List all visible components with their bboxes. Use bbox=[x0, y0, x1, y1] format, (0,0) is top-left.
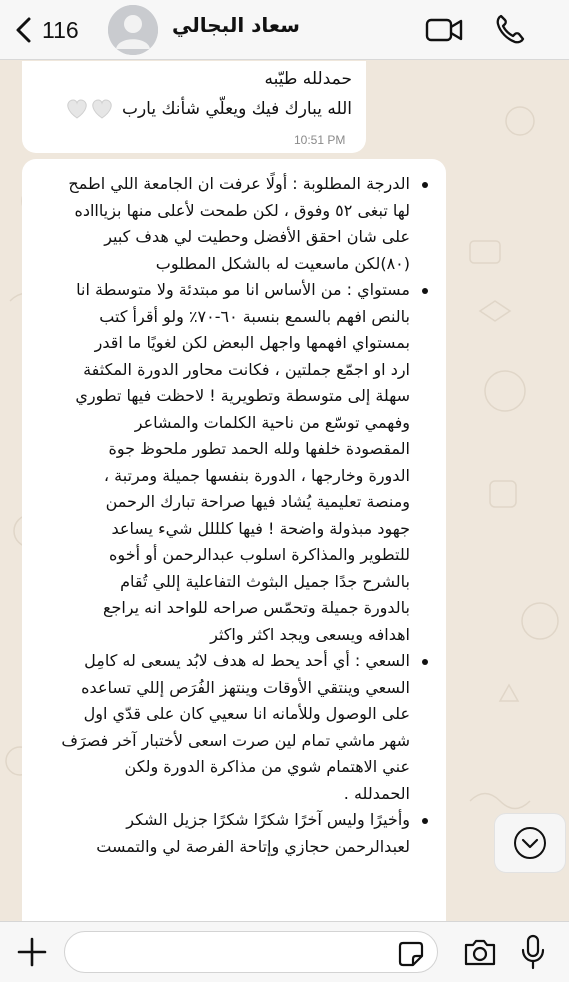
message-text-line: بالنص افهم بالسمع بنسبة ٦٠-٧٠٪ ولو أقرأ كتب bbox=[99, 306, 410, 326]
message-text-line: الدرجة المطلوبة : أولًا عرفت ان الجامعة اللي اطمح bbox=[68, 174, 410, 193]
message-input[interactable] bbox=[81, 932, 381, 972]
back-button[interactable] bbox=[12, 12, 79, 48]
default-avatar-icon bbox=[108, 5, 158, 55]
message-text-line bbox=[65, 95, 352, 123]
message-bubble-incoming-long[interactable] bbox=[22, 159, 446, 921]
video-camera-icon[interactable] bbox=[424, 14, 464, 46]
chevron-left-icon bbox=[12, 16, 34, 44]
unread-count: 116 bbox=[42, 16, 79, 43]
message-text-line: السعي : أي أحد يحط له هدف لابُد يسعى له كامِل bbox=[84, 651, 410, 670]
sticker-icon[interactable] bbox=[397, 940, 425, 968]
bullet-dot bbox=[422, 818, 428, 824]
list-item bbox=[32, 171, 432, 277]
bullet-dot bbox=[422, 288, 428, 294]
message-text-line: لها تبغى ٥٢ وفوق ، لكن طمحت لأعلى منها بزياااده bbox=[74, 200, 410, 220]
chat-header bbox=[0, 0, 569, 60]
message-text-line: للتطوير والمذاكرة اسلوب عبدالرحمن أو أخوه bbox=[109, 545, 410, 564]
scroll-to-bottom-button[interactable] bbox=[494, 813, 566, 873]
message-text-line: ومنصة تعليمية يُشاد فيها صراحة تبارك الرحمن bbox=[105, 492, 410, 511]
white-heart-icon bbox=[65, 98, 115, 120]
bullet-list bbox=[32, 171, 432, 860]
list-item bbox=[32, 277, 432, 648]
contact-name[interactable]: سعاد البجالي bbox=[172, 13, 300, 37]
message-text-line: ارد او اجمّع جملتين ، فكانت محاور الدورة المكثفة bbox=[83, 359, 410, 379]
message-text-line: الحمدلله . bbox=[343, 783, 410, 803]
chat-area[interactable] bbox=[0, 61, 569, 921]
message-text-line: عني الاهتمام شوي من مذاكرة الدورة ولكن bbox=[124, 757, 410, 776]
message-text-line: بالشرح جدًا جميل البثوث التفاعلية إللي تُقام bbox=[120, 571, 410, 591]
message-text-line: بمستواي افهمها واجهل البعض لكن لغويًا ما اقدر bbox=[94, 333, 410, 352]
message-timestamp: 10:51 PM bbox=[294, 133, 346, 147]
message-text-line: بالدورة جميلة وتحمّس صراحه للواحد انه يراجع bbox=[102, 598, 410, 617]
avatar[interactable] bbox=[108, 5, 158, 55]
message-text-line: (٨٠)لكن ماسعيت له بالشكل المطلوب bbox=[155, 253, 410, 273]
microphone-icon[interactable] bbox=[520, 934, 546, 970]
list-item bbox=[32, 648, 432, 807]
message-bubble-incoming[interactable] bbox=[22, 61, 366, 153]
message-text-line: على شان احقق الأفضل وحطيت لي هدف كبير bbox=[104, 227, 410, 246]
plus-icon[interactable] bbox=[16, 936, 48, 968]
message-text-line: لعبدالرحمن حجازي وإتاحة الفرصة لي والتمست bbox=[96, 836, 410, 856]
message-text-line: على الوصول وللأمانه انا سعيي كان على قدّي اول bbox=[83, 704, 410, 723]
message-text-line: السعي وينتقي الأوقات وينتهز الفُرَص إللي تساعده bbox=[81, 677, 410, 697]
bullet-dot bbox=[422, 659, 428, 665]
list-item bbox=[32, 807, 432, 860]
composer-bar bbox=[0, 921, 569, 982]
bullet-dot bbox=[422, 182, 428, 188]
message-text-line: وأخيرًا وليس آخرًا شكرًا شكرًا جزيل الشكر bbox=[126, 810, 410, 829]
message-text-line: شهر ماشي تمام لين صرت اسعى لأختبار آخر فصرَف bbox=[61, 730, 410, 750]
message-text-line: جهود مبذولة واضحة ! فيها كلللل شيء يساعد bbox=[111, 518, 410, 538]
message-text-line: المقصودة خلفها ولله الحمد تطور ملحوظ جوة bbox=[108, 439, 410, 458]
message-text-line: سهلة إلى متوسطة وتطويرية ! لاحظت فيها تطوري bbox=[75, 386, 410, 405]
message-text-line: مستواي : من الأساس انا مو مبتدئة ولا متوسطة انا bbox=[76, 280, 410, 299]
message-input-wrapper[interactable] bbox=[64, 931, 438, 973]
chevron-down-icon bbox=[513, 826, 547, 860]
message-text: الله يبارك فيك ويعلّي شأنك يارب bbox=[121, 99, 352, 119]
phone-icon[interactable] bbox=[494, 12, 526, 46]
message-text-line: اهدافه ويسعى ويجد اكثر واكثر bbox=[210, 624, 410, 644]
message-text-line: الدورة وخارجها ، الدورة بنفسها جميلة ومرتبة ، bbox=[103, 465, 410, 485]
message-text: حمدلله طيّبه bbox=[264, 69, 352, 89]
camera-icon[interactable] bbox=[462, 936, 498, 968]
message-text-line: وفهمي توسّع من ناحية الكلمات والمشاعر bbox=[134, 412, 410, 432]
